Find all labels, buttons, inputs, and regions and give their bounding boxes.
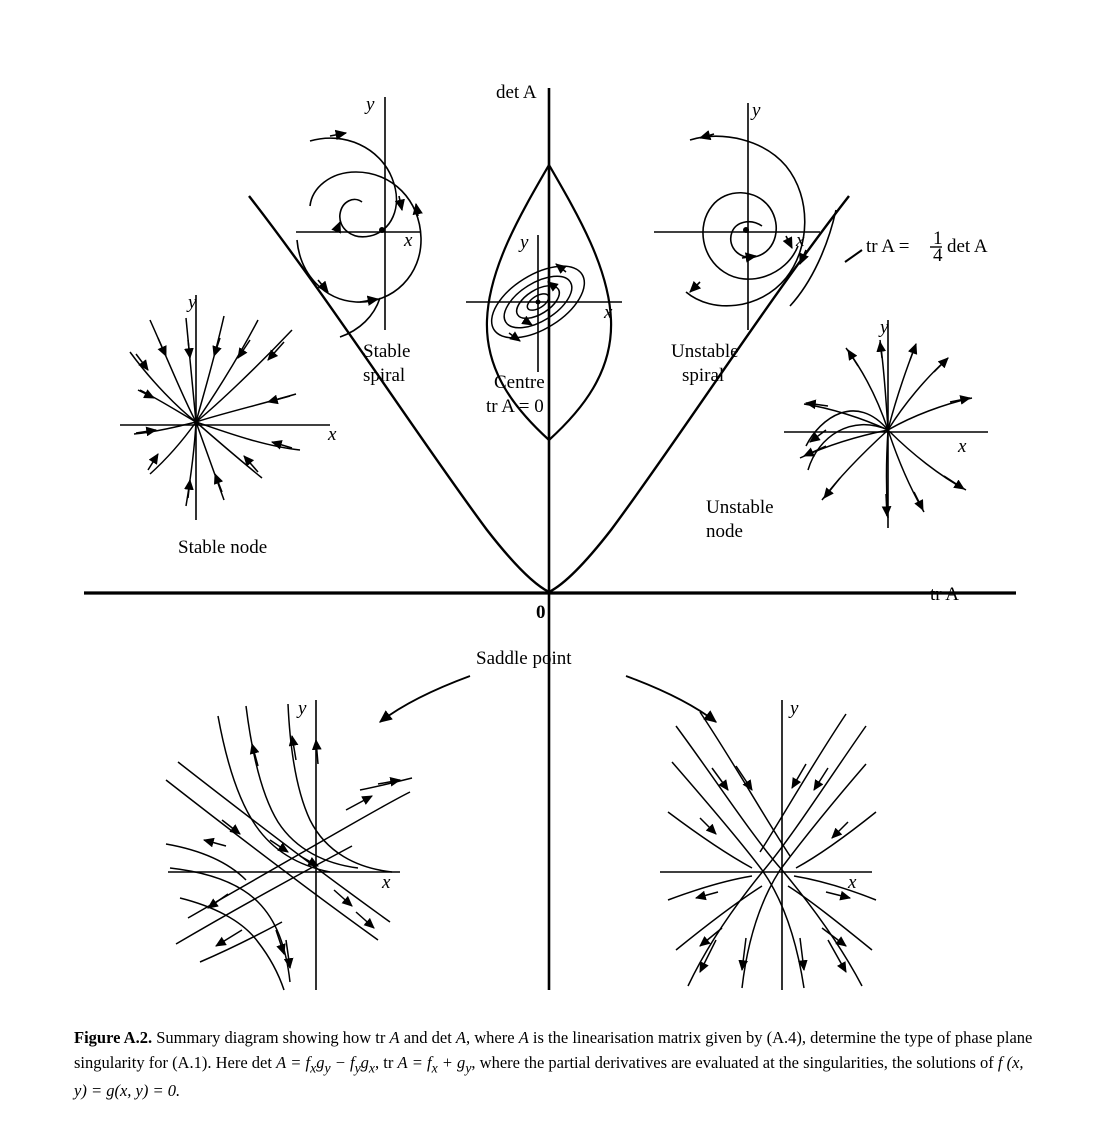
- caption-var-a-4: A: [276, 1052, 287, 1072]
- caption-text-6: , where the partial derivatives are evaluated at the singularities, the solutions of: [471, 1052, 994, 1072]
- parabola-label-prefix: tr A =: [866, 236, 910, 257]
- caption-var-a-2: A: [455, 1028, 467, 1047]
- region-label-stable-node: [178, 537, 267, 558]
- caption-eq1-sub1: x: [310, 1060, 317, 1076]
- caption-var-a-3: A: [518, 1028, 529, 1047]
- saddle-right-y-label: y: [790, 698, 799, 719]
- svg-text:Stable: Stable: [363, 341, 411, 362]
- caption-eq1: = f: [290, 1052, 311, 1072]
- caption-eq1-sub4: x: [368, 1060, 376, 1076]
- region-label-centre: [486, 372, 545, 417]
- unstable-node-portrait: [784, 317, 988, 528]
- svg-text:spiral: spiral: [682, 365, 725, 386]
- saddle-left-y-label: y: [298, 698, 307, 719]
- unstable-spiral-x-label: x: [796, 230, 805, 251]
- caption-eq1-sub2: y: [324, 1060, 331, 1076]
- stable-spiral-arrows: [318, 133, 418, 302]
- det-axis-label: det A: [496, 82, 537, 103]
- origin-label: 0: [536, 602, 546, 623]
- caption-var-a-1: A: [389, 1028, 400, 1047]
- svg-text:Unstable: Unstable: [706, 497, 774, 518]
- svg-text:Stable node: Stable node: [178, 537, 268, 558]
- centre-y-label: y: [520, 232, 529, 253]
- stable-node-x-label: x: [328, 424, 337, 445]
- caption-eq3: f (x, y) = g(x, y) = 0.: [74, 1052, 1024, 1100]
- centre-x-label: x: [604, 302, 613, 323]
- svg-text:Saddle point: Saddle point: [476, 648, 572, 669]
- parabola-label-num: 1: [933, 228, 943, 249]
- caption-eq1-minus: − f: [334, 1052, 355, 1072]
- stable-spiral-portrait: [296, 94, 421, 337]
- saddle-left-x-label: x: [382, 872, 391, 893]
- region-label-unstable-node: [706, 497, 774, 542]
- unstable-node-x-label: x: [958, 436, 967, 457]
- parabola-label-leader: [845, 250, 862, 262]
- svg-text:node: node: [706, 521, 743, 542]
- parabola-label-den: 4: [933, 245, 943, 266]
- svg-text:Centre: Centre: [494, 372, 545, 393]
- caption-eq2-sub2: y: [465, 1060, 472, 1076]
- caption-eq2-sub1: x: [431, 1060, 438, 1076]
- stable-spiral-y-label: y: [366, 94, 375, 115]
- caption-eq2: = f: [411, 1052, 432, 1072]
- svg-text:tr A =: [866, 236, 909, 257]
- parabola-label: [866, 228, 988, 266]
- caption-var-a-5: A: [397, 1052, 408, 1072]
- caption-eq2-plus: + g: [441, 1052, 466, 1072]
- saddle-left-portrait: [166, 698, 412, 990]
- caption-text-2: and det: [403, 1028, 452, 1047]
- stable-spiral-x-label: x: [404, 230, 413, 251]
- caption-text-3: , where: [466, 1028, 515, 1047]
- parabola-label-suffix: det A: [947, 236, 988, 257]
- saddle-right-arrows: [696, 764, 850, 972]
- caption-eq1-sub3: y: [354, 1060, 361, 1076]
- unstable-node-y-label: y: [880, 317, 889, 338]
- caption-text-1: Summary diagram showing how tr: [156, 1028, 386, 1047]
- svg-text:Unstable: Unstable: [671, 341, 739, 362]
- caption-text-4: is the linearisation matrix given by (A.4), determine the type of phase plane singularity for (A.1). Here det: [74, 1028, 1033, 1072]
- caption-figure-number: Figure A.2.: [74, 1028, 153, 1047]
- unstable-spiral-y-label: y: [752, 100, 761, 121]
- saddle-right-portrait: [660, 698, 876, 990]
- svg-text:spiral: spiral: [363, 365, 406, 386]
- caption-text-5: , tr: [375, 1052, 394, 1072]
- stable-node-y-label: y: [188, 292, 197, 313]
- caption-eq1-b: g: [316, 1052, 325, 1072]
- svg-text:tr A = 0: tr A = 0: [486, 396, 544, 417]
- tr-axis-label: tr A: [930, 584, 960, 605]
- saddle-right-x-label: x: [848, 872, 857, 893]
- main-axes: [84, 82, 1016, 990]
- caption-eq1-c: g: [360, 1052, 369, 1072]
- unstable-spiral-portrait: [654, 100, 836, 330]
- stable-node-portrait: [120, 292, 337, 520]
- figure-caption: [74, 1026, 1034, 1103]
